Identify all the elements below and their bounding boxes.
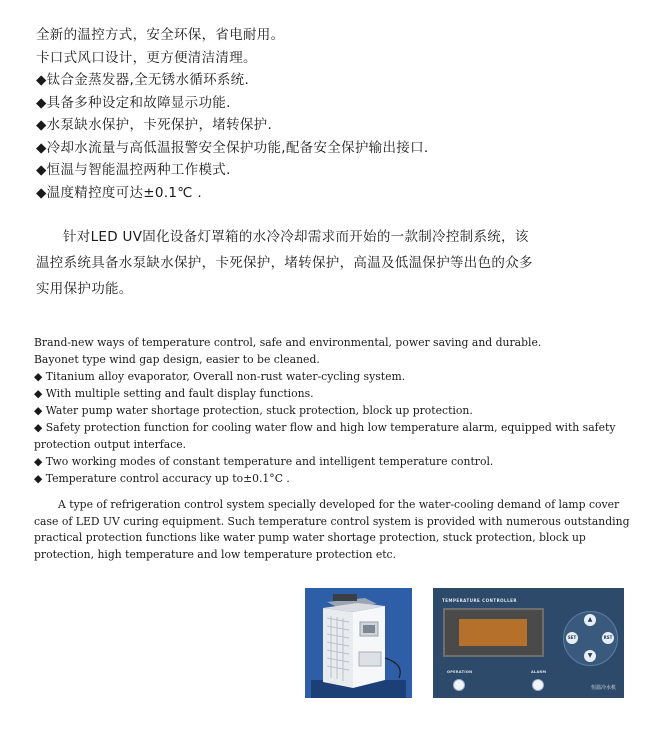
en-feature-6: ◆ Temperature control accuracy up to±0.1°C . — [34, 472, 290, 485]
panel-title: TEMPERATURE CONTROLLER — [442, 598, 517, 603]
en-feature-1: ◆ Titanium alloy evaporator, Overall non-rust water-cycling system. — [34, 370, 406, 383]
alarm-label: ALARM — [531, 670, 547, 674]
display-window — [459, 619, 527, 646]
alarm-indicator — [532, 679, 544, 691]
set-button[interactable]: SET — [566, 632, 578, 644]
en-feature-5: ◆ Two working modes of constant temperature and intelligent temperature control. — [34, 455, 494, 468]
chinese-section — [36, 24, 636, 302]
en-paragraph: A type of refrigeration control system specially developed for the water-cooling demand of lamp cover case of LED UV curing equipment. Such temperature control system is provided with numerous outstanding practical protection functions like water pump water shortage protection, stuck protection, block up protection, high temperature and low temperature protection etc. — [34, 498, 630, 561]
down-arrow-icon[interactable]: ▼ — [584, 650, 596, 662]
rst-button[interactable]: RST — [602, 632, 614, 644]
cn-line-2: 卡口式风口设计，更方便清洁清理。 — [36, 49, 257, 66]
cn-feature-6: ◆温度精控度可达±0.1℃ . — [36, 184, 202, 201]
cn-line-1: 全新的温控方式，安全环保，省电耐用。 — [36, 27, 285, 43]
cn-feature-1: ◆钛合金蒸发器,全无锈水循环系统. — [36, 72, 250, 88]
cn-feature-2: ◆具备多种设定和故障显示功能. — [36, 94, 231, 111]
en-feature-4: ◆ Safety protection function for cooling water flow and high low temperature alarm, equipped with safety protection output interface. — [34, 421, 616, 451]
en-line-2: Bayonet type wind gap design, easier to be cleaned. — [34, 353, 320, 366]
chiller-photo — [305, 588, 412, 698]
cn-feature-3: ◆水泵缺水保护，卡死保护，堵转保护. — [36, 117, 273, 133]
chiller-illustration — [305, 588, 412, 698]
en-line-1: Brand-new ways of temperature control, safe and environmental, power saving and durable. — [34, 336, 542, 349]
operation-indicator — [453, 679, 465, 691]
cn-feature-5: ◆恒温与智能温控两种工作模式. — [36, 162, 231, 178]
english-section — [34, 334, 634, 563]
operation-label: OPERATION — [447, 670, 473, 674]
cn-paragraph: 针对LED UV固化设备灯罩箱的水冷冷却需求而开始的一款制冷控制系统，该温控系统具备水泵缺水保护，卡死保护，堵转保护，高温及低温保护等出色的众多实用保护功能。 — [36, 229, 533, 297]
display-screen — [443, 608, 544, 657]
cn-feature-4: ◆冷却水流量与高低温报警安全保护功能,配备安全保护输出接口. — [36, 139, 429, 156]
brand-label: 恒温冷水机 — [590, 685, 616, 691]
up-arrow-icon[interactable]: ▲ — [584, 614, 596, 626]
en-feature-3: ◆ Water pump water shortage protection, stuck protection, block up protection. — [34, 404, 473, 417]
control-pad — [563, 611, 618, 666]
controller-panel — [433, 588, 624, 698]
en-feature-2: ◆ With multiple setting and fault display functions. — [34, 387, 314, 400]
